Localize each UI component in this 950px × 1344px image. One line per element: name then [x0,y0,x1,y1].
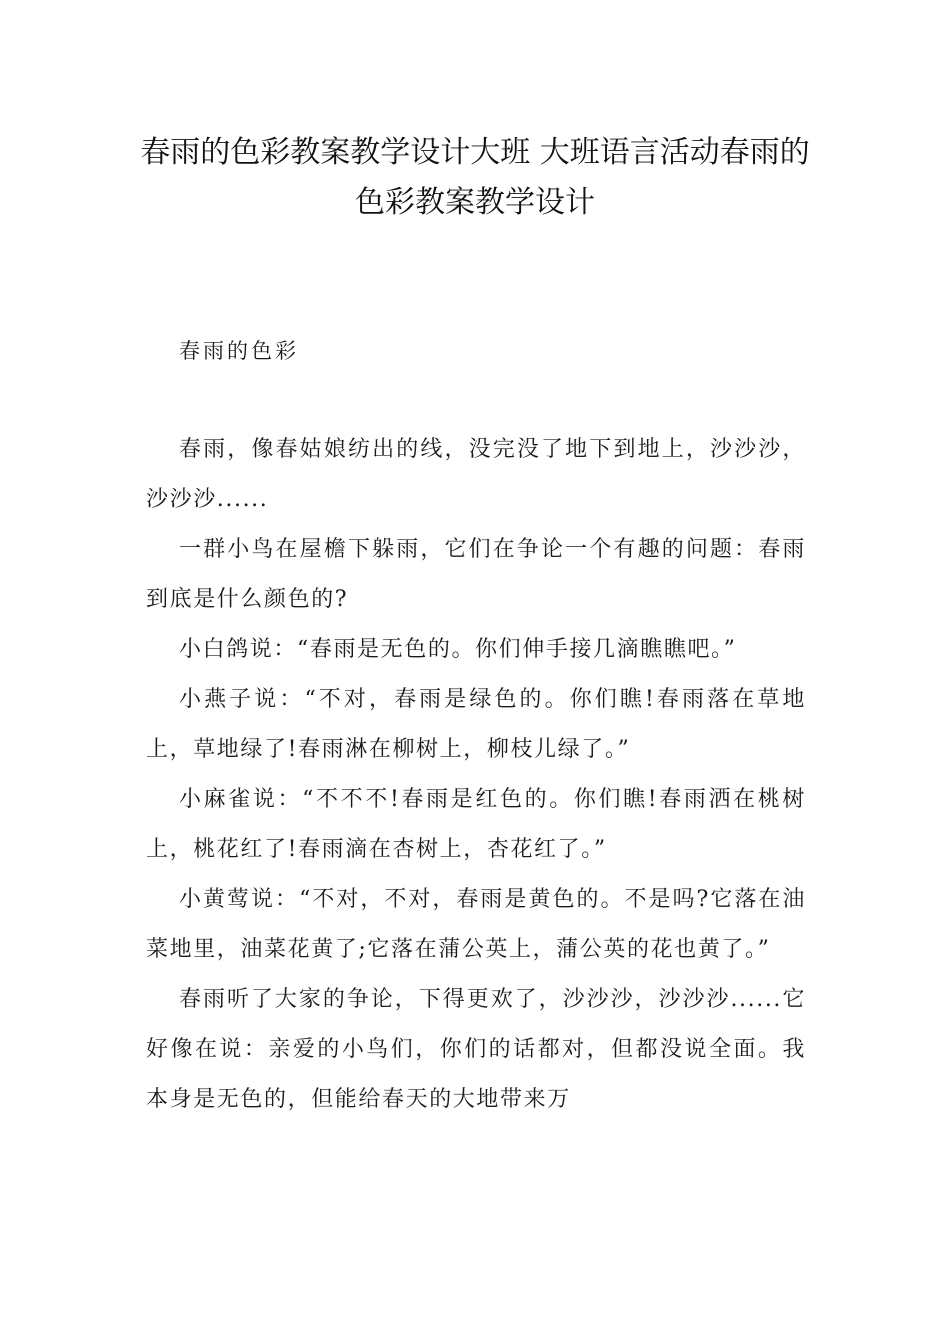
paragraph: 小黄莺说：“不对，不对，春雨是黄色的。不是吗?它落在油菜地里，油菜花黄了;它落在蒲公英上，蒲公英的花也黄了。” [146,887,806,962]
paragraph: 春雨，像春姑娘纺出的线，没完没了地下到地上，沙沙沙，沙沙沙...... [146,437,806,512]
paragraph: 小燕子说：“不对，春雨是绿色的。你们瞧!春雨落在草地上，草地绿了!春雨淋在柳树上，柳枝儿绿了。” [146,687,806,762]
title-line-1: 春雨的色彩教案教学设计大班 大班语言活动春雨的 [140,135,810,170]
story-body [146,425,806,1125]
paragraph: 一群小鸟在屋檐下躲雨，它们在争论一个有趣的问题：春雨到底是什么颜色的? [146,537,806,612]
paragraph: 春雨听了大家的争论，下得更欢了，沙沙沙，沙沙沙......它好像在说：亲爱的小鸟们，你们的话都对，但都没说全面。我本身是无色的，但能给春天的大地带来万 [146,987,806,1112]
story-heading: 春雨的色彩 [179,339,299,363]
title-line-2: 色彩教案教学设计 [355,185,595,220]
document-title [100,128,850,228]
paragraph: 小麻雀说：“不不不!春雨是红色的。你们瞧!春雨洒在桃树上，桃花红了!春雨滴在杏树上，杏花红了。” [146,787,806,862]
paragraph: 小白鸽说：“春雨是无色的。你们伸手接几滴瞧瞧吧。” [179,637,737,662]
